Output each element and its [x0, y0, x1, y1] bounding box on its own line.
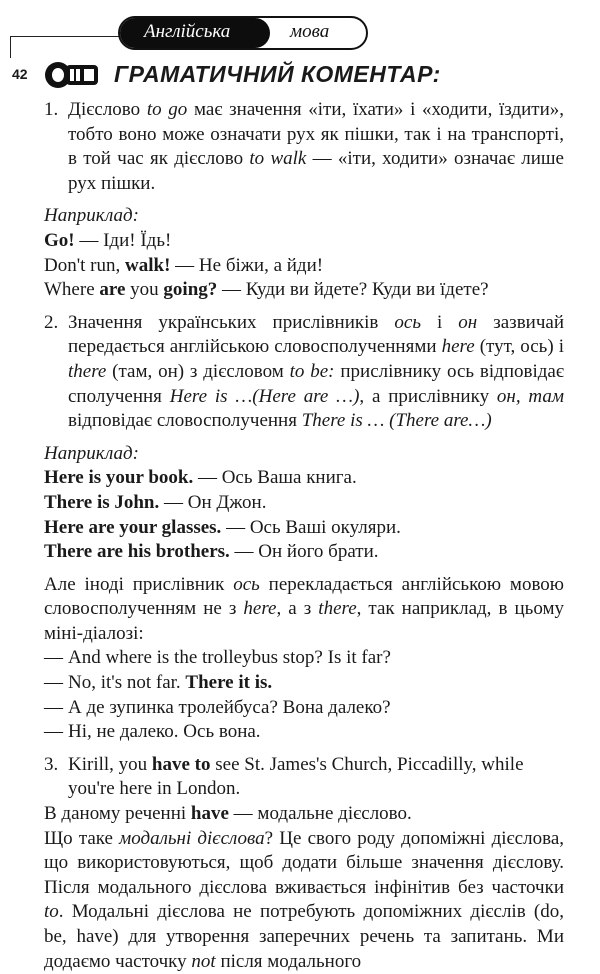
subject-banner: [118, 16, 368, 50]
item-2: 2. Значення українських прислівників ось і он зазвичай передається англійською словосполученнями here (тут, ось) і there (там, он) з дієсловом to be: прислівнику ось відповідає сполучення Here is …(Here are …), а прислівнику он, там відповідає словосполучення There is … (There are…): [44, 311, 564, 432]
item-3: 3. Kirill, you have to see St. James's Church, Piccadilly, while you're here in London.: [44, 753, 524, 800]
subject-part1: Англійська: [144, 21, 231, 42]
header-rule-vertical: [10, 36, 11, 58]
example-2: Наприклад: Here is your book. — Ось Ваша книга. There is John. — Он Джон. Here are your glasses. — Ось Ваші окуляри. There are his brothers. — Он його брати.: [44, 442, 564, 565]
example-label: Наприклад:: [44, 442, 139, 464]
dialog-line: — Ні, не далеко. Ось вона.: [44, 721, 261, 743]
subject-part2: мова: [290, 21, 330, 42]
dialog-line: — No, it's not far. There it is.: [44, 672, 273, 694]
example-1: Наприклад: Go! — Іди! Їдь! Don't run, walk! — Не біжи, а йди! Where are you going? — Куди ви йдете? Куди ви їдете?: [0, 204, 564, 302]
main-content: [44, 98, 564, 974]
section-title: ГРАМАТИЧНИЙ КОМЕНТАР:: [114, 61, 441, 87]
dialog-line: — And where is the trolleybus stop? Is it far?: [44, 647, 391, 669]
example-label: Наприклад:: [44, 205, 139, 227]
item-1: 1. Дієслово to go має значення «іти, їхати» і «ходити, їздити», тобто воно може означати рух як пішки, так і на транспорті, в той час як дієслово to walk — «іти, ходити» означає лише рух пішки.: [44, 99, 564, 194]
paragraph-modal-intro: В даному реченні have — модальне дієслово.: [44, 803, 412, 825]
page-number: 42: [12, 66, 28, 82]
paragraph-sometimes: Але іноді прислівник ось перекладається англійською мовою словосполученням не з here, а з there, так наприклад, в цьому міні-діалозі:: [44, 573, 564, 644]
grammar-book-icon: [44, 60, 100, 90]
dialog-line: — А де зупинка тролейбуса? Вона далеко?: [44, 696, 391, 718]
paragraph-modal-explanation: Що таке модальні дієслова? Це свого роду допоміжні дієслова, що використовуються, щоб додати більше значення дієслову. Після модального дієслова вживається інфінітив без часточки to. Модальні дієслова не потребують допоміжних дієслів (do, be, have) для утворення заперечних речень та запитань. Ми додаємо часточку not після модального: [44, 827, 565, 972]
mini-dialog: [44, 646, 564, 744]
